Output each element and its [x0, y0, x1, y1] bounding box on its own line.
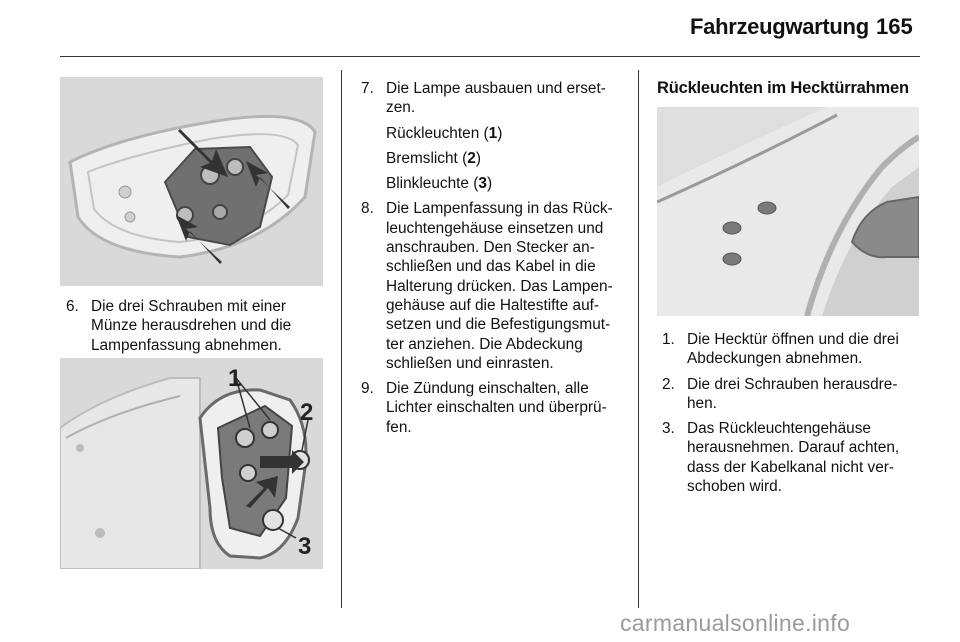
- watermark: carmanualsonline.info: [620, 610, 851, 636]
- step-text: Die drei Schrauben mit einer Münze herausdrehen und die Lampenfassung abnehmen.: [91, 298, 292, 354]
- step-text: Die Hecktür öffnen und die drei Abdeckungen abnehmen.: [687, 331, 899, 368]
- page-header-title: Fahrzeugwartung: [690, 14, 869, 39]
- step-number: 1.: [662, 331, 675, 348]
- callout-3: 3: [298, 533, 312, 560]
- list-item-step-1: [662, 330, 924, 369]
- step-number: 9.: [361, 380, 374, 398]
- list-item-step-2: [662, 375, 924, 414]
- page-number: 165: [876, 14, 913, 39]
- step-text: Die drei Schrauben herausdre-hen.: [687, 375, 898, 412]
- section-heading: Rückleuchten im Hecktürrahmen: [657, 79, 909, 97]
- step-number: 2.: [662, 375, 675, 393]
- lamp-callout-illustration: [60, 358, 323, 569]
- list-item-step-8: [361, 199, 623, 373]
- tailgate-frame-illustration: [657, 107, 919, 316]
- list-item-step-7: [361, 79, 623, 193]
- steps-list-middle: [361, 79, 623, 443]
- steps-list-left: [66, 297, 328, 361]
- step-number: 7.: [361, 80, 374, 97]
- step-number: 3.: [662, 420, 675, 438]
- lamp-socket-illustration: [60, 77, 323, 286]
- column-divider-right: [638, 70, 639, 608]
- list-item-step-6: [66, 297, 328, 355]
- header-rule: [60, 56, 920, 57]
- lamp-item-rueckleuchten: Rückleuchten (1): [386, 124, 503, 142]
- figure-lamp-socket-screws: [60, 77, 323, 286]
- step-text: Die Zündung einschalten, alle Lichter einschalten und überprü-fen.: [386, 380, 607, 436]
- figure-tailgate-frame: [657, 107, 919, 316]
- list-item-step-9: [361, 379, 623, 437]
- step-text: Das Rückleuchtengehäuse herausnehmen. Darauf achten, dass der Kabelkanal nicht ver-schoben wird.: [687, 420, 900, 496]
- lamp-item-bremslicht: Bremslicht (2): [386, 149, 481, 167]
- step-number: 8.: [361, 200, 374, 218]
- step-number: 6.: [66, 298, 79, 315]
- lamp-item-blinkleuchte: Blinkleuchte (3): [386, 175, 493, 193]
- callout-1: 1: [228, 365, 242, 392]
- step-text: Die Lampenfassung in das Rück-leuchtengehäuse einsetzen und anschrauben. Den Stecker an-schließen und das Kabel in die Halterung drücken. Das Lampen-gehäuse auf die Haltestifte auf-setzen und die Befestigungsmut-ter anziehen. Die Abdeckung schließen und einrasten.: [386, 200, 613, 372]
- callout-2: 2: [300, 399, 314, 426]
- column-divider-left: [341, 70, 342, 608]
- figure-lamp-socket-callouts: [60, 358, 323, 569]
- list-item-step-3: [662, 419, 924, 496]
- steps-list-right: [662, 330, 924, 502]
- step-text: Die Lampe ausbauen und erset-zen.: [386, 80, 606, 117]
